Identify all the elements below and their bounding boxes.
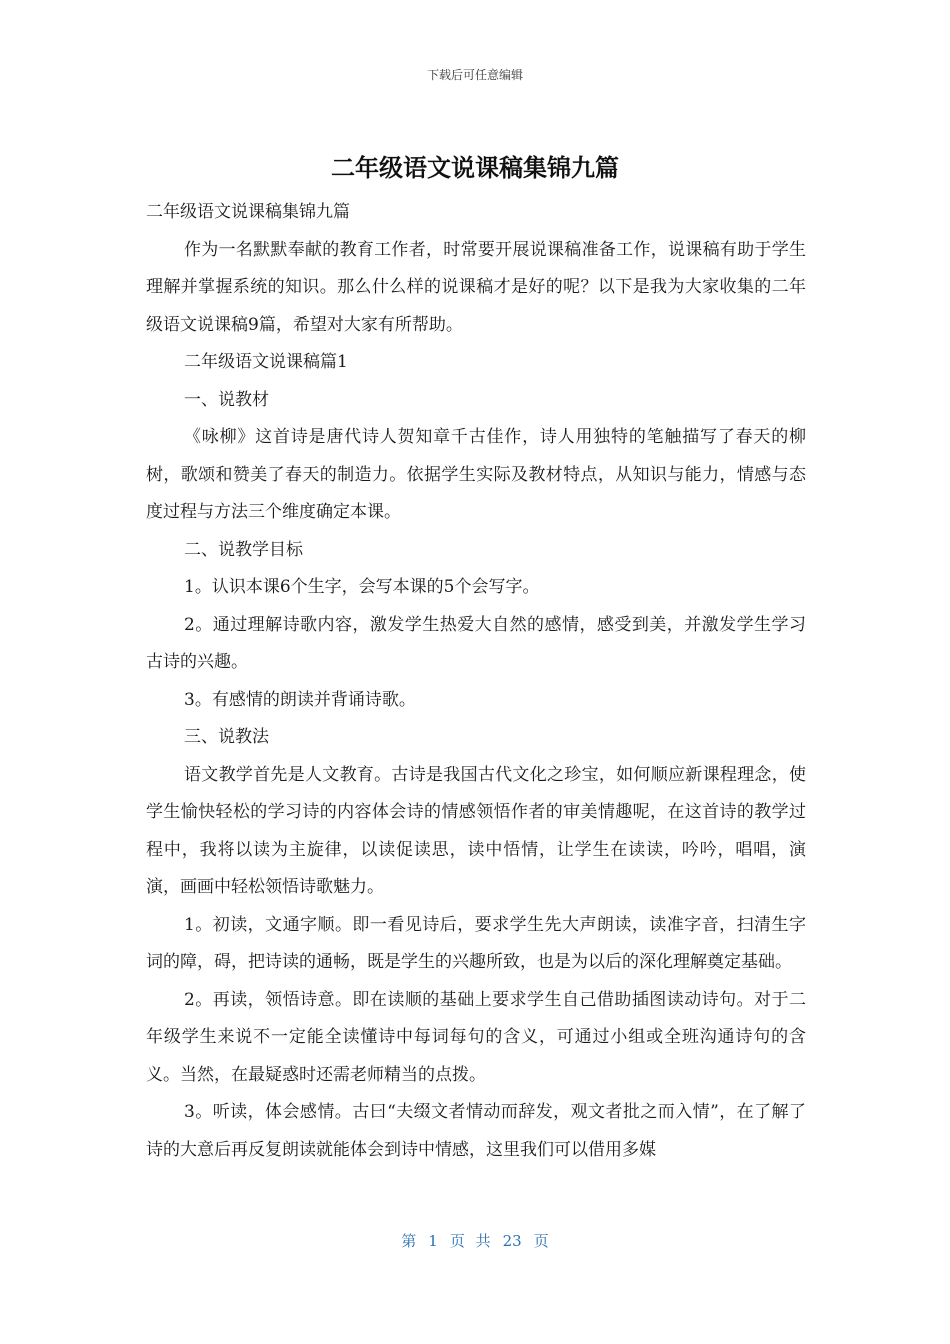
footer-page-word: 第 xyxy=(401,1232,417,1250)
paragraph: 1。初读，文通字顺。即一看见诗后，要求学生先大声朗读，读准字音，扫清生字词的障，碍，把诗读的通畅，既是学生的兴趣所致，也是为以后的深化理解奠定基础。 xyxy=(146,914,806,972)
paragraph: 语文教学首先是人文教育。古诗是我国古代文化之珍宝，如何顺应新课程理念，使学生愉快轻松的学习诗的内容体会诗的情感领悟作者的审美情趣呢，在这首诗的教学过程中，我将以读为主旋律，以读促读思，读中悟情，让学生在读读，吟吟，唱唱，演演，画画中轻松领悟诗歌魅力。 xyxy=(146,764,806,897)
paragraph: 一、说教材 xyxy=(184,389,269,410)
paragraph: 2。再读，领悟诗意。即在读顺的基础上要求学生自己借助插图读动诗句。对于二年级学生来说不一定能全读懂诗中每词每句的含义，可通过小组或全班沟通诗句的含义。当然，在最疑惑时还需老师精当的点拨。 xyxy=(146,989,806,1085)
footer-page-total: 23 xyxy=(502,1232,522,1250)
paragraph: 2。通过理解诗歌内容，激发学生热爱大自然的感情，感受到美，并激发学生学习古诗的兴趣。 xyxy=(146,614,806,672)
paragraph: 二年级语文说课稿集锦九篇 xyxy=(146,202,350,222)
paragraph: 二、说教学目标 xyxy=(184,539,303,560)
header-note: 下载后可任意编辑 xyxy=(426,68,523,82)
paragraph: 二年级语文说课稿篇1 xyxy=(184,352,348,372)
paragraph: 《咏柳》这首诗是唐代诗人贺知章千古佳作，诗人用独特的笔触描写了春天的柳树，歌颂和赞美了春天的制造力。依据学生实际及教材特点，从知识与能力，情感与态度过程与方法三个维度确定本课。 xyxy=(146,427,806,522)
footer-page-end: 页 xyxy=(533,1232,549,1250)
footer-page-mid: 页 共 xyxy=(449,1232,491,1250)
paragraph: 1。认识本课6个生字，会写本课的5个会写字。 xyxy=(184,577,540,597)
document-body xyxy=(146,194,806,1169)
paragraph: 3。有感情的朗读并背诵诗歌。 xyxy=(184,689,416,710)
document-title: 二年级语文说课稿集锦九篇 xyxy=(331,154,619,182)
paragraph: 三、说教法 xyxy=(184,727,269,747)
footer-page-current: 1 xyxy=(428,1232,438,1250)
paragraph: 3。听读，体会感情。古曰“夫缀文者情动而辞发，观文者批之而入情”，在了解了诗的大意后再反复朗读就能体会到诗中情感，这里我们可以借用多媒 xyxy=(146,1102,806,1160)
page-footer xyxy=(0,1230,950,1251)
paragraph: 作为一名默默奉献的教育工作者，时常要开展说课稿准备工作，说课稿有助于学生理解并掌握系统的知识。那么什么样的说课稿才是好的呢？以下是我为大家收集的二年级语文说课稿9篇，希望对大家有所帮助。 xyxy=(146,239,806,335)
